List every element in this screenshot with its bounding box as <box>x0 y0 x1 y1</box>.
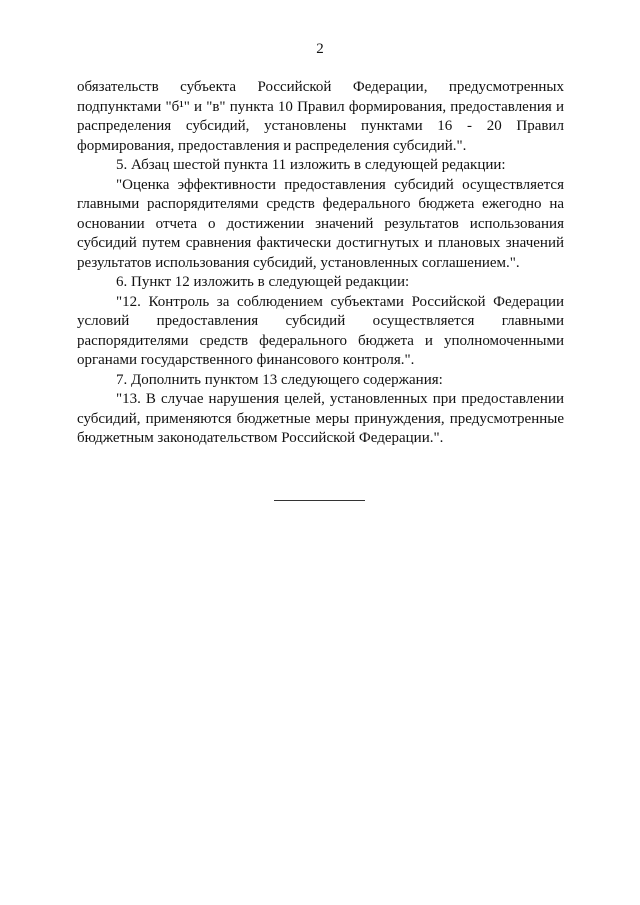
paragraph-item-6: 6. Пункт 12 изложить в следующей редакции: <box>116 274 410 290</box>
paragraph-item-5: 5. Абзац шестой пункта 11 изложить в следующей редакции: <box>116 157 506 173</box>
paragraph-item-7: 7. Дополнить пунктом 13 следующего содержания: <box>116 371 443 388</box>
document-body <box>77 78 564 449</box>
end-separator-line <box>274 500 365 501</box>
paragraph-item-6-quote: "12. Контроль за соблюдением субъектами Российской Федерации условий предоставления субсидий осуществляется главными распорядителями средств федерального бюджета и уполномоченными органами государственного финансового контроля.". <box>77 293 564 368</box>
paragraph-item-5-quote: "Оценка эффективности предоставления субсидий осуществляется главными распорядителями средств федерального бюджета ежегодно на основании отчета о достижении значений результатов использования субсидий путем сравнения фактически достигнутых и плановых значений результатов использования субсидий, установленных соглашением.". <box>77 176 564 271</box>
page-number: 2 <box>316 41 324 57</box>
paragraph-continuation: обязательств субъекта Российской Федерации, предусмотренных подпунктами "б¹" и "в" пункта 10 Правил формирования, предоставления и распределения субсидий, установлены пунктами 16 - 20 Правил формирования, предоставления и распределения субсидий.". <box>77 79 564 154</box>
paragraph-item-7-quote: "13. В случае нарушения целей, установленных при предоставлении субсидий, применяются бюджетные меры принуждения, предусмотренные бюджетным законодательством Российской Федерации.". <box>77 391 564 446</box>
